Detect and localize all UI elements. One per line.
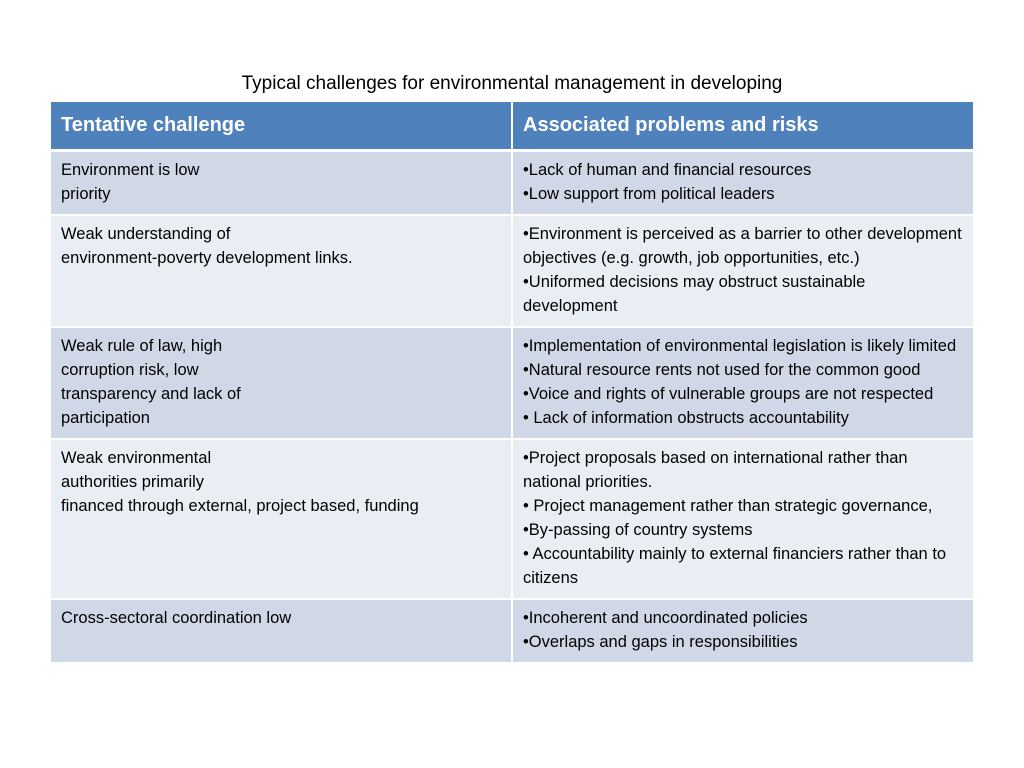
problem-bullet: •Implementation of environmental legislation is likely limited	[523, 337, 957, 355]
problem-bullet: •Project proposals based on international rather than national priorities.	[523, 449, 908, 491]
table-row	[51, 439, 973, 599]
challenge-line: environment-poverty development links.	[61, 249, 353, 267]
challenges-table	[51, 102, 973, 664]
challenge-line: participation	[61, 409, 150, 427]
problems-cell	[512, 599, 973, 663]
problem-bullet: • Project management rather than strategic governance,	[523, 497, 933, 515]
challenge-line: corruption risk, low	[61, 361, 199, 379]
column-header-problems: Associated problems and risks	[512, 102, 973, 151]
challenge-cell	[51, 215, 512, 327]
table-header-row	[51, 102, 973, 151]
challenge-line: Environment is low	[61, 161, 200, 179]
table-row	[51, 327, 973, 439]
problem-bullet: •Low support from political leaders	[523, 185, 775, 203]
slide-title: Typical challenges for environmental management in developing	[241, 73, 783, 94]
problem-bullet: •Environment is perceived as a barrier to other development objectives (e.g. growth, job opportunities, etc.)	[523, 225, 962, 267]
challenge-line: Weak rule of law, high	[61, 337, 223, 355]
challenge-line: priority	[61, 185, 111, 203]
problem-bullet: •Overlaps and gaps in responsibilities	[523, 633, 798, 651]
problem-bullet: • Lack of information obstructs accountability	[523, 409, 849, 427]
problem-bullet: •Incoherent and uncoordinated policies	[523, 609, 808, 627]
challenge-line: financed through external, project based, funding	[61, 497, 419, 515]
column-header-challenge: Tentative challenge	[51, 102, 512, 151]
problem-bullet: •Voice and rights of vulnerable groups are not respected	[523, 385, 934, 403]
challenge-cell	[51, 327, 512, 439]
problem-bullet: •Lack of human and financial resources	[523, 161, 812, 179]
problem-bullet: •Natural resource rents not used for the common good	[523, 361, 921, 379]
problem-bullet: citizens	[523, 569, 579, 587]
table-row	[51, 151, 973, 216]
challenge-line: Cross-sectoral coordination low	[61, 609, 292, 627]
problems-cell	[512, 151, 973, 216]
problems-cell	[512, 215, 973, 327]
table-body	[51, 151, 973, 664]
problem-bullet: •Uniformed decisions may obstruct sustainable development	[523, 273, 866, 315]
challenge-cell	[51, 439, 512, 599]
challenge-cell	[51, 151, 512, 216]
problem-bullet: •By-passing of country systems	[523, 521, 753, 539]
problem-bullet: • Accountability mainly to external financiers rather than to	[523, 545, 947, 563]
challenge-cell	[51, 599, 512, 663]
challenge-line: Weak understanding of	[61, 225, 231, 243]
challenge-line: transparency and lack of	[61, 385, 241, 403]
table-row	[51, 599, 973, 663]
problems-cell	[512, 439, 973, 599]
table-row	[51, 215, 973, 327]
problems-cell	[512, 327, 973, 439]
challenge-line: Weak environmental	[61, 449, 212, 467]
challenge-line: authorities primarily	[61, 473, 205, 491]
